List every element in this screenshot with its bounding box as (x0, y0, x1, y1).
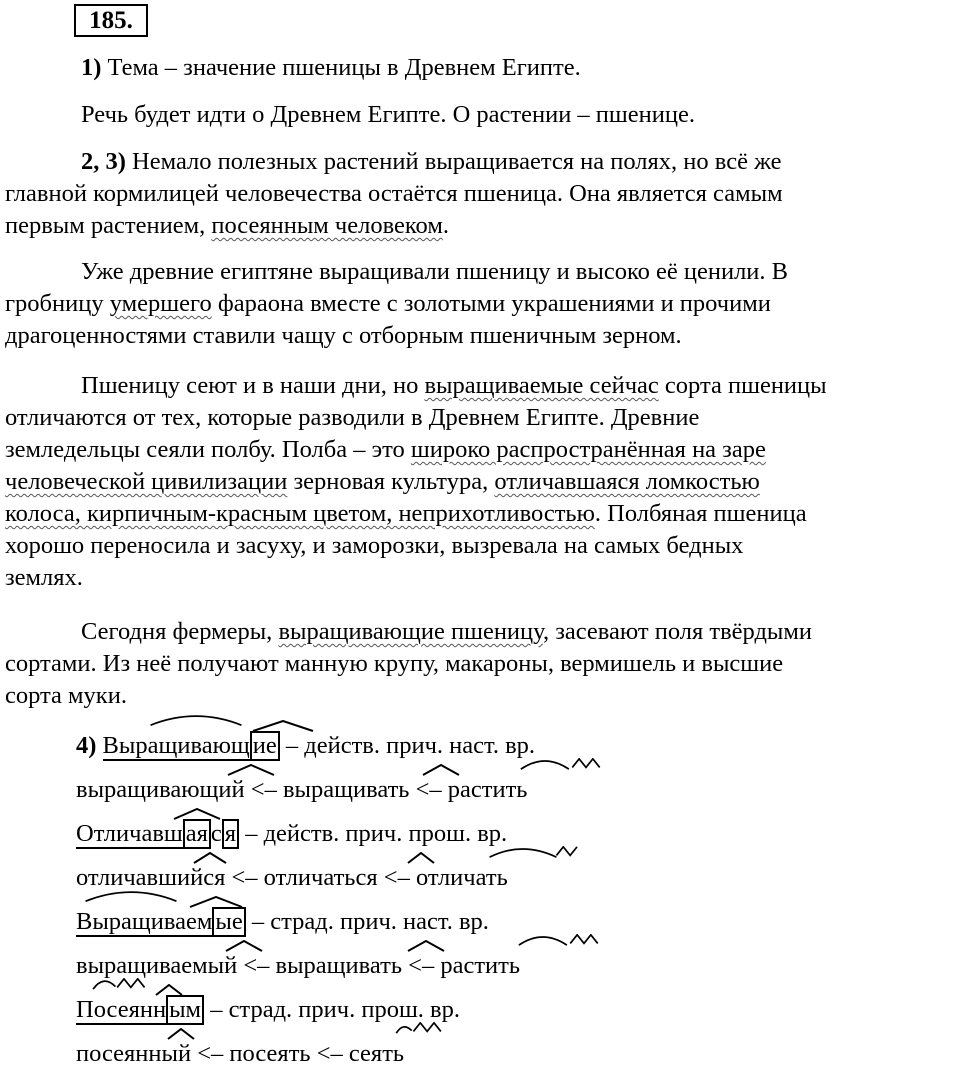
p4-line-2: сортами. Из неё получают манную крупу, макароны, вермишель и высшие (5, 650, 784, 677)
participle-stem: Выращивающ (102, 732, 250, 759)
participle: умершего (109, 290, 212, 317)
morph-desc: – действ. прич. наст. вр. (279, 732, 536, 759)
suffix-roof-icon (188, 896, 244, 908)
root-arc-icon (510, 934, 610, 946)
p4-line-1a: Сегодня фермеры, (81, 618, 279, 645)
morph-word (76, 818, 239, 850)
morph-desc: – страд. прич. наст. вр. (245, 908, 489, 935)
ending-box: ым (166, 995, 204, 1025)
p4-line-1c: , засевают поля твёрдыми (542, 618, 813, 645)
root-arc-icon (86, 978, 162, 990)
morph-word (76, 994, 204, 1026)
participle-stem: Отличавш (76, 820, 183, 847)
p2-line-2c: фараона вместе с золотыми украшениями и прочими (211, 290, 771, 317)
paragraph-3 (0, 370, 960, 594)
chain-text: посеянный <– посеять <– сеять (76, 1040, 405, 1067)
ending-box: ые (212, 907, 245, 937)
morph-word (103, 730, 280, 762)
p3-line-5b: . Полбяная пшеница (594, 500, 807, 527)
section-1-line-1 (0, 52, 960, 84)
root-arc-icon (141, 714, 251, 726)
p3-line-1c: сорта пшеницы (658, 372, 827, 399)
participle-phrase: выращивающие пшеницу (278, 618, 543, 645)
root-arc-icon (480, 846, 590, 858)
paragraph-4 (0, 616, 960, 712)
postfix-box: я (222, 819, 239, 849)
morph-row-3 (76, 818, 507, 862)
derivation-chain (76, 774, 527, 806)
p3-line-7: землях. (5, 564, 83, 591)
p4-line-3: сорта муки. (5, 682, 127, 709)
suffix-roof-icon (154, 984, 184, 996)
suffix-roof-icon (421, 764, 461, 776)
postfix: с (210, 820, 222, 847)
root-arc-icon (390, 1022, 454, 1034)
participle-phrase: посеянным человеком (211, 212, 443, 239)
morph-desc: – страд. прич. прош. вр. (204, 996, 460, 1023)
ending-box: ая (183, 819, 211, 849)
ending-box: ие (250, 731, 280, 761)
suffix-roof-icon (166, 1028, 196, 1040)
section-1-marker: 1) (81, 54, 102, 81)
suffix-roof-icon (406, 940, 446, 952)
morph-row-2 (76, 774, 527, 818)
suffix-roof-icon (192, 852, 228, 864)
p3-line-1a: Пшеницу сеют и в наши дни, но (81, 372, 425, 399)
p2-line-1: Уже древние египтяне выращивали пшеницу и высоко её ценили. В (81, 258, 789, 285)
derivation-chain (76, 1038, 404, 1070)
paragraph-1 (0, 146, 960, 242)
section-1-text-2: Речь будет идти о Древнем Египте. О растении – пшенице. (81, 101, 695, 128)
participle-phrase: человеческой цивилизации (5, 468, 288, 495)
suffix-roof-icon (224, 940, 264, 952)
morph-row-1 (76, 730, 535, 774)
section-1-line-2 (0, 99, 960, 131)
suffix-roof-icon (172, 808, 222, 820)
p3-line-6: хорошо переносила и засуху, и заморозки, вызревала на самых бедных (5, 532, 744, 559)
suffix-roof-icon (406, 852, 436, 864)
paragraph-2 (0, 256, 960, 352)
morph-desc: – действ. прич. прош. вр. (239, 820, 508, 847)
p1-line-3a: первым растением, (5, 212, 212, 239)
morph-row-8 (76, 1038, 404, 1082)
chain-text: отличавшийся <– отличаться <– отличать (76, 864, 508, 891)
suffix-roof-icon (226, 764, 276, 776)
p2-line-2a: гробницу (5, 290, 110, 317)
p1-line-3c: . (442, 212, 449, 239)
p1-line-1: Немало полезных растений выращивается на полях, но всё же (125, 148, 782, 175)
p2-line-3: драгоценностями ставили чащу с отборным пшеничным зерном. (5, 322, 682, 349)
root-arc-icon (512, 758, 612, 770)
participle-stem: Посеянн (76, 996, 167, 1023)
participle-phrase: отличавшаяся ломкостью (494, 468, 760, 495)
morph-word (76, 906, 246, 938)
p3-line-4b: зерновая культура, (287, 468, 495, 495)
section-1-text: Тема – значение пшеницы в Древнем Египте. (101, 54, 581, 81)
chain-text: выращивающий <– выращивать <– растить (76, 776, 528, 803)
participle-phrase: широко распространённая на заре (410, 436, 766, 463)
p3-line-2: отличаются от тех, которые разводили в Древнем Египте. Древние (5, 404, 700, 431)
chain-text: выращиваемый <– выращивать <– растить (76, 952, 521, 979)
section-23-marker: 2, 3) (81, 148, 126, 175)
participle-stem: Выращиваем (76, 908, 213, 935)
p1-line-2: главной кормилицей человечества остаётся пшеница. Она является самым (5, 180, 783, 207)
participle-phrase: колоса, кирпичным-красным цветом, неприхотливостью (5, 500, 595, 527)
participle-phrase: выращиваемые сейчас (424, 372, 659, 399)
root-arc-icon (76, 890, 186, 902)
p3-line-3a: земледельцы сеяли полбу. Полба – это (5, 436, 411, 463)
suffix-roof-icon (251, 720, 315, 732)
exercise-number: 185. (74, 4, 148, 37)
section-4-marker: 4) (76, 732, 97, 759)
